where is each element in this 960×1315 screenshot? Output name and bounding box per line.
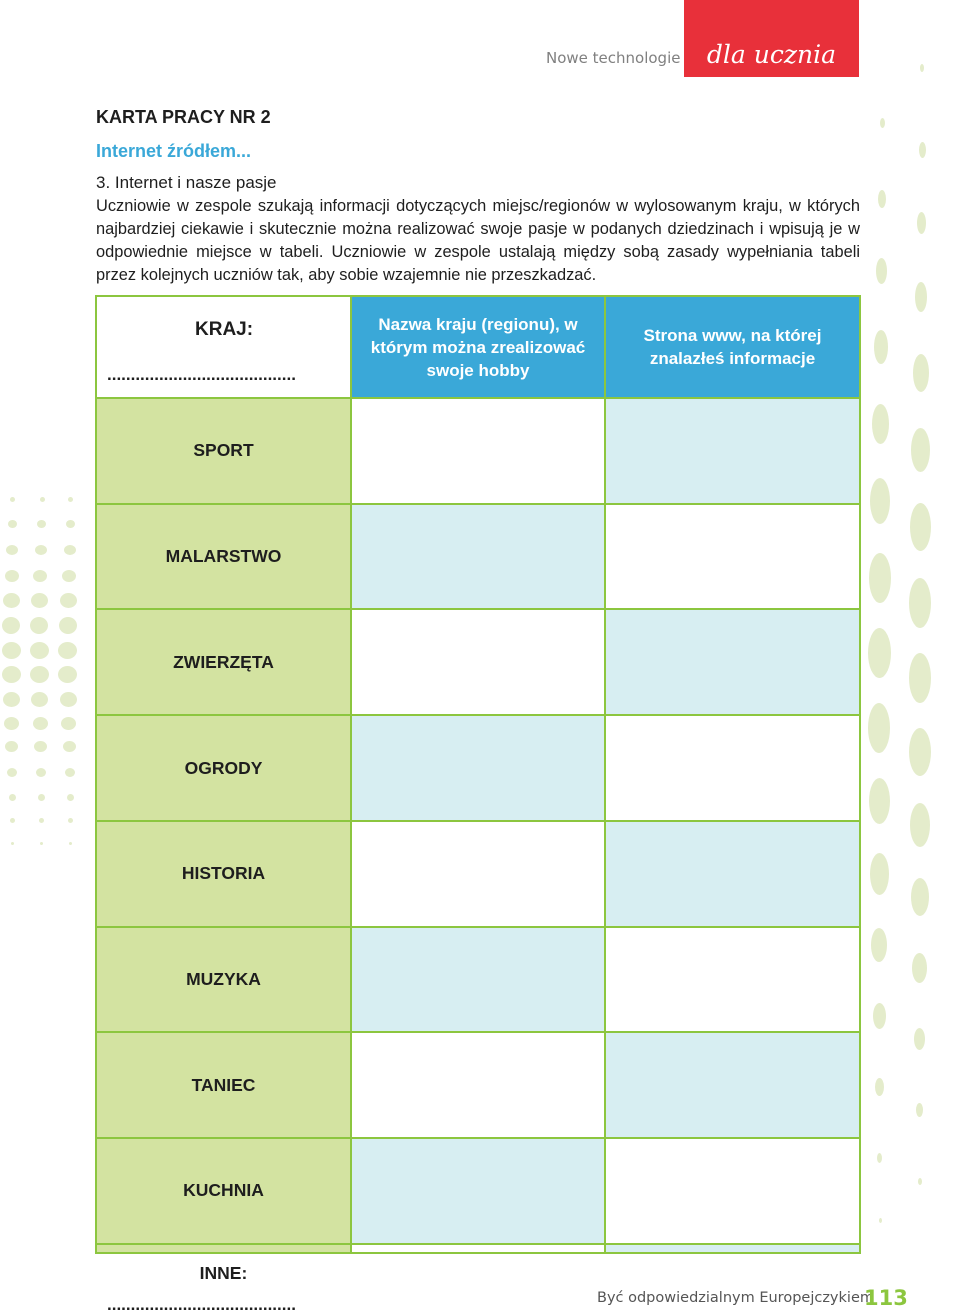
region-cell[interactable] bbox=[351, 504, 605, 610]
table-header-row bbox=[96, 296, 860, 398]
category-zwierzeta: ZWIERZĘTA bbox=[96, 609, 351, 715]
table-row bbox=[96, 609, 860, 715]
country-fill-line: ........................................ bbox=[107, 365, 296, 384]
table-row bbox=[96, 715, 860, 821]
website-cell[interactable] bbox=[605, 609, 860, 715]
website-cell[interactable] bbox=[605, 821, 860, 927]
task-description: Uczniowie w zespole szukają informacji dotyczących miejsc/regionów w wylosowanym kraju, w których najbardziej ciekawie i skutecznie można realizować swoje pasje w podanych dziedzinach i wpisują je w odpowiednie miejsce w tabeli. Uczniowie w zespole ustalają między sobą zasady wypełniania tabeli przez kolejnych uczniów tak, aby sobie wzajemnie nie przeszkadzać. bbox=[96, 197, 860, 284]
country-cell[interactable] bbox=[96, 296, 351, 398]
website-cell[interactable] bbox=[605, 398, 860, 504]
page-number: 113 bbox=[864, 1286, 908, 1310]
region-cell[interactable] bbox=[351, 927, 605, 1033]
table-row bbox=[96, 927, 860, 1033]
worksheet-subtitle: Internet źródłem... bbox=[96, 141, 252, 161]
other-label: INNE: bbox=[199, 1262, 248, 1283]
website-cell[interactable] bbox=[605, 1138, 860, 1244]
category-inne[interactable] bbox=[96, 1244, 351, 1314]
audience-badge: dla ucznia bbox=[684, 0, 859, 77]
website-cell[interactable] bbox=[605, 927, 860, 1033]
region-column-header: Nazwa kraju (regionu), w którym można zrealizować swoje hobby bbox=[351, 296, 605, 398]
other-category-wrap bbox=[97, 1245, 350, 1314]
country-label: KRAJ: bbox=[195, 319, 254, 340]
website-cell[interactable] bbox=[605, 1244, 860, 1253]
website-column-header: Strona www, na której znalazłeś informacje bbox=[605, 296, 860, 398]
region-cell[interactable] bbox=[351, 715, 605, 821]
region-cell[interactable] bbox=[351, 1032, 605, 1138]
website-cell[interactable] bbox=[605, 1032, 860, 1138]
other-fill-line: ........................................ bbox=[107, 1294, 296, 1314]
category-taniec: TANIEC bbox=[96, 1032, 351, 1138]
section-label: Nowe technologie bbox=[546, 49, 681, 67]
task-heading: 3. Internet i nasze pasje bbox=[96, 173, 277, 192]
website-cell[interactable] bbox=[605, 504, 860, 610]
table-row bbox=[96, 504, 860, 610]
category-muzyka: MUZYKA bbox=[96, 927, 351, 1033]
table-row bbox=[96, 1138, 860, 1244]
table-row bbox=[96, 821, 860, 927]
worksheet-title: KARTA PRACY NR 2 bbox=[96, 107, 271, 127]
region-cell[interactable] bbox=[351, 398, 605, 504]
category-kuchnia: KUCHNIA bbox=[96, 1138, 351, 1244]
region-cell[interactable] bbox=[351, 609, 605, 715]
category-sport: SPORT bbox=[96, 398, 351, 504]
region-cell[interactable] bbox=[351, 1244, 605, 1253]
category-historia: HISTORIA bbox=[96, 821, 351, 927]
table-row bbox=[96, 398, 860, 504]
table-row bbox=[96, 1244, 860, 1253]
table-row bbox=[96, 1032, 860, 1138]
region-cell[interactable] bbox=[351, 821, 605, 927]
category-ogrody: OGRODY bbox=[96, 715, 351, 821]
website-cell[interactable] bbox=[605, 715, 860, 821]
category-malarstwo: MALARSTWO bbox=[96, 504, 351, 610]
footer-title: Być odpowiedzialnym Europejczykiem bbox=[597, 1290, 874, 1306]
region-cell[interactable] bbox=[351, 1138, 605, 1244]
